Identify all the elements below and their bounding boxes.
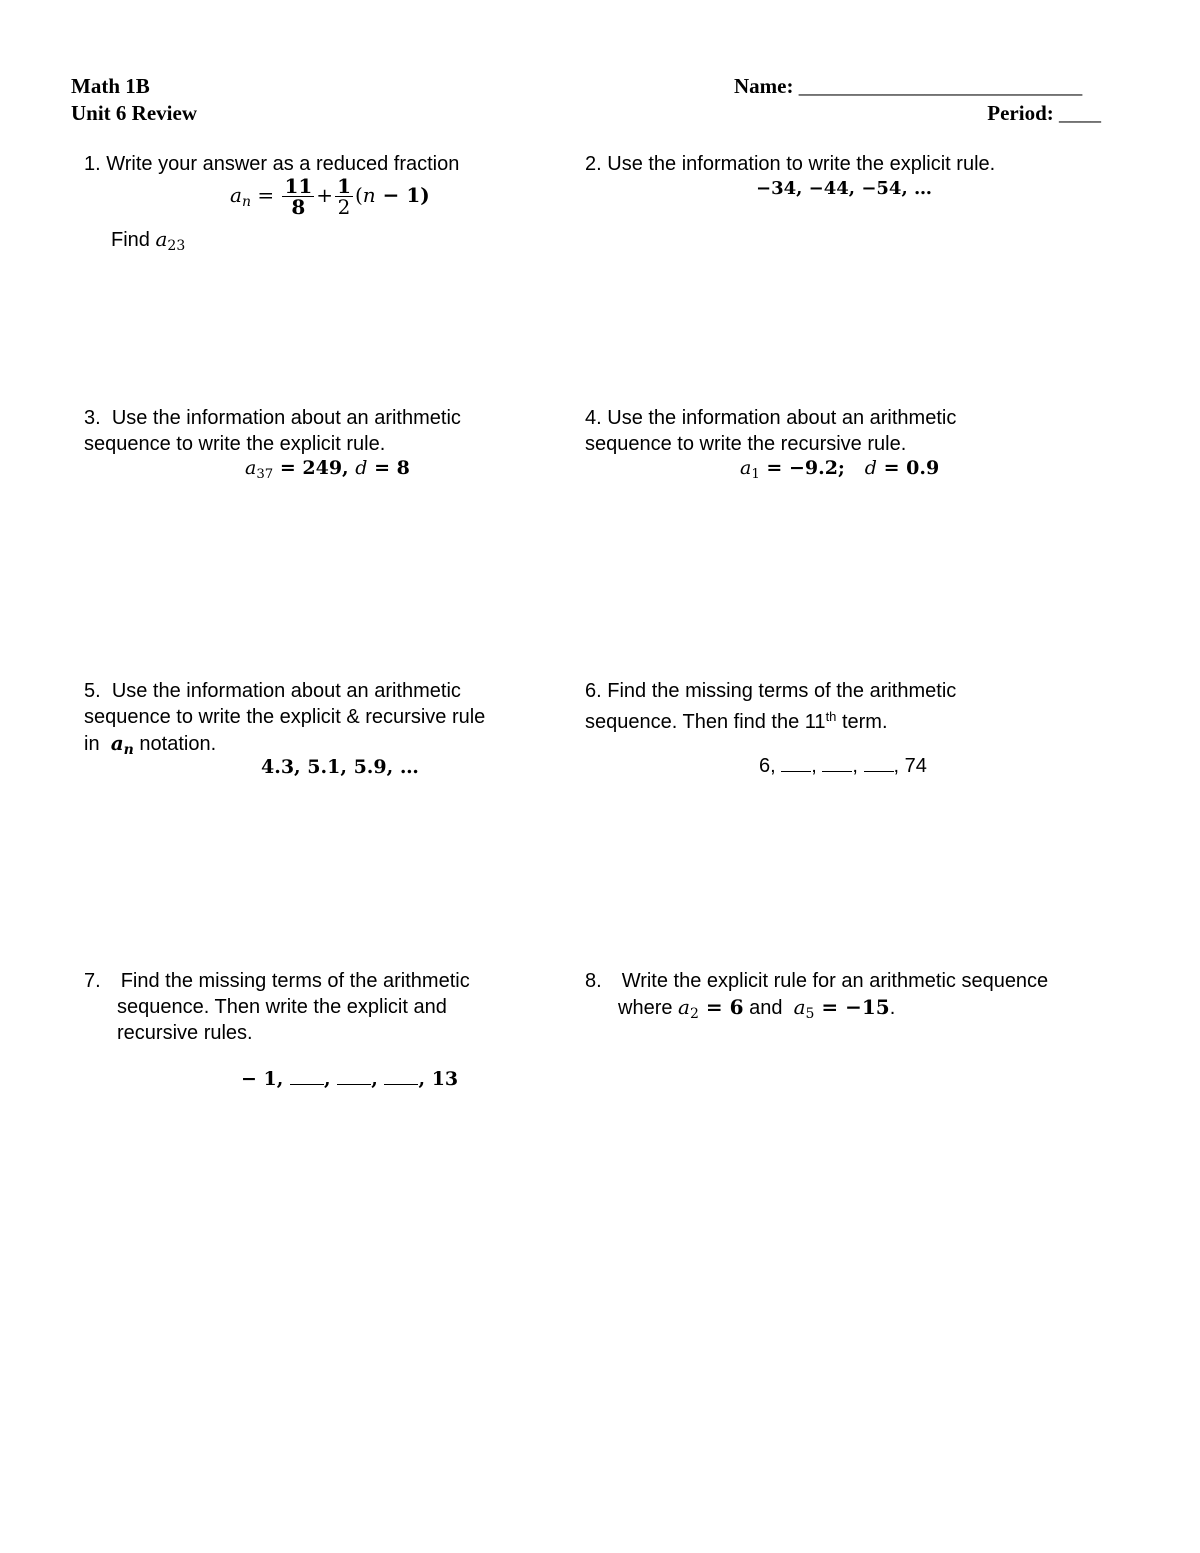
q5-line-1: Use the information about an arithmetic xyxy=(111,680,461,702)
q3-line-2: sequence to write the explicit rule. xyxy=(84,433,386,455)
q5-sequence: 4.3, 5.1, 5.9, … xyxy=(261,756,419,778)
q7-line-3: recursive rules. xyxy=(117,1022,253,1044)
q7-blank-1 xyxy=(290,1083,324,1085)
period-blank: ____ xyxy=(1059,101,1101,125)
q4-given: $a_1 = -9.2$; d = 0.9 xyxy=(740,457,940,482)
period-label: Period: xyxy=(987,101,1054,125)
q6-line-1: Find the missing terms of the arithmetic xyxy=(607,680,957,702)
q7-blank-3 xyxy=(384,1083,418,1085)
q7-number: 7. xyxy=(84,970,101,992)
q3-line-1: Use the information about an arithmetic xyxy=(111,407,461,429)
q3-number: 3. xyxy=(84,407,101,429)
q2-sequence: −34, −44, −54, … xyxy=(756,178,932,199)
q7-line-1: Find the missing terms of the arithmetic xyxy=(120,970,470,992)
q7-line-2: sequence. Then write the explicit and xyxy=(117,996,447,1018)
q4-line-2: sequence to write the recursive rule. xyxy=(585,433,907,455)
question-6: 6. Find the missing terms of the arithmetic sequence. Then find the 11th term. xyxy=(585,680,957,734)
q1-fraction-1: $\frac{11}{8}$ xyxy=(284,174,313,219)
q5-line-2: sequence to write the explicit & recursive rule xyxy=(84,706,486,728)
q4-line-1: Use the information about an arithmetic xyxy=(607,407,957,429)
question-8: 8. Write the explicit rule for an arithmetic sequence where $a_2 = 6$ and $a_5 = -15$. xyxy=(585,970,1049,1023)
q7-blank-2 xyxy=(337,1083,371,1085)
q2-number: 2. xyxy=(585,153,602,175)
q6-number: 6. xyxy=(585,680,602,702)
q5-number: 5. xyxy=(84,680,101,702)
question-2 xyxy=(585,151,995,177)
q1-equation: $a_n$ = $\frac{11}{8}$ + $\frac{1}{2}$ (n − 1) xyxy=(230,174,430,219)
period-field xyxy=(987,100,1101,126)
q1-find: Find $a_{23}$ xyxy=(111,227,186,255)
question-5: 5. Use the information about an arithmetic sequence to write the explicit & recursive rule in $a_n$ notation. xyxy=(84,680,486,759)
name-blank: ___________________________ xyxy=(798,74,1083,98)
name-label: Name: xyxy=(734,74,794,98)
q1-fraction-2: $\frac{1}{2}$ xyxy=(337,174,351,219)
q6-blank-2 xyxy=(822,770,852,772)
course-title: Math 1B xyxy=(71,74,150,98)
q6-sequence: 6, , , , 74 xyxy=(759,755,927,777)
q3-given: $a_{37} = 249$, d = 8 xyxy=(245,457,410,482)
name-field xyxy=(734,73,1082,99)
q7-sequence: − 1, , , , 13 xyxy=(241,1068,459,1090)
question-4 xyxy=(585,405,956,457)
unit-title: Unit 6 Review xyxy=(71,101,197,125)
q2-text: Use the information to write the explicit rule. xyxy=(607,153,996,175)
question-3 xyxy=(84,405,461,457)
q1-text: Write your answer as a reduced fraction xyxy=(106,153,460,175)
question-1 xyxy=(84,151,459,177)
q8-line-1: Write the explicit rule for an arithmetic sequence xyxy=(621,970,1049,992)
question-7 xyxy=(84,968,470,1046)
q8-number: 8. xyxy=(585,970,602,992)
q4-number: 4. xyxy=(585,407,602,429)
q1-number: 1. xyxy=(84,153,101,175)
q6-blank-3 xyxy=(864,770,894,772)
q6-blank-1 xyxy=(781,770,811,772)
